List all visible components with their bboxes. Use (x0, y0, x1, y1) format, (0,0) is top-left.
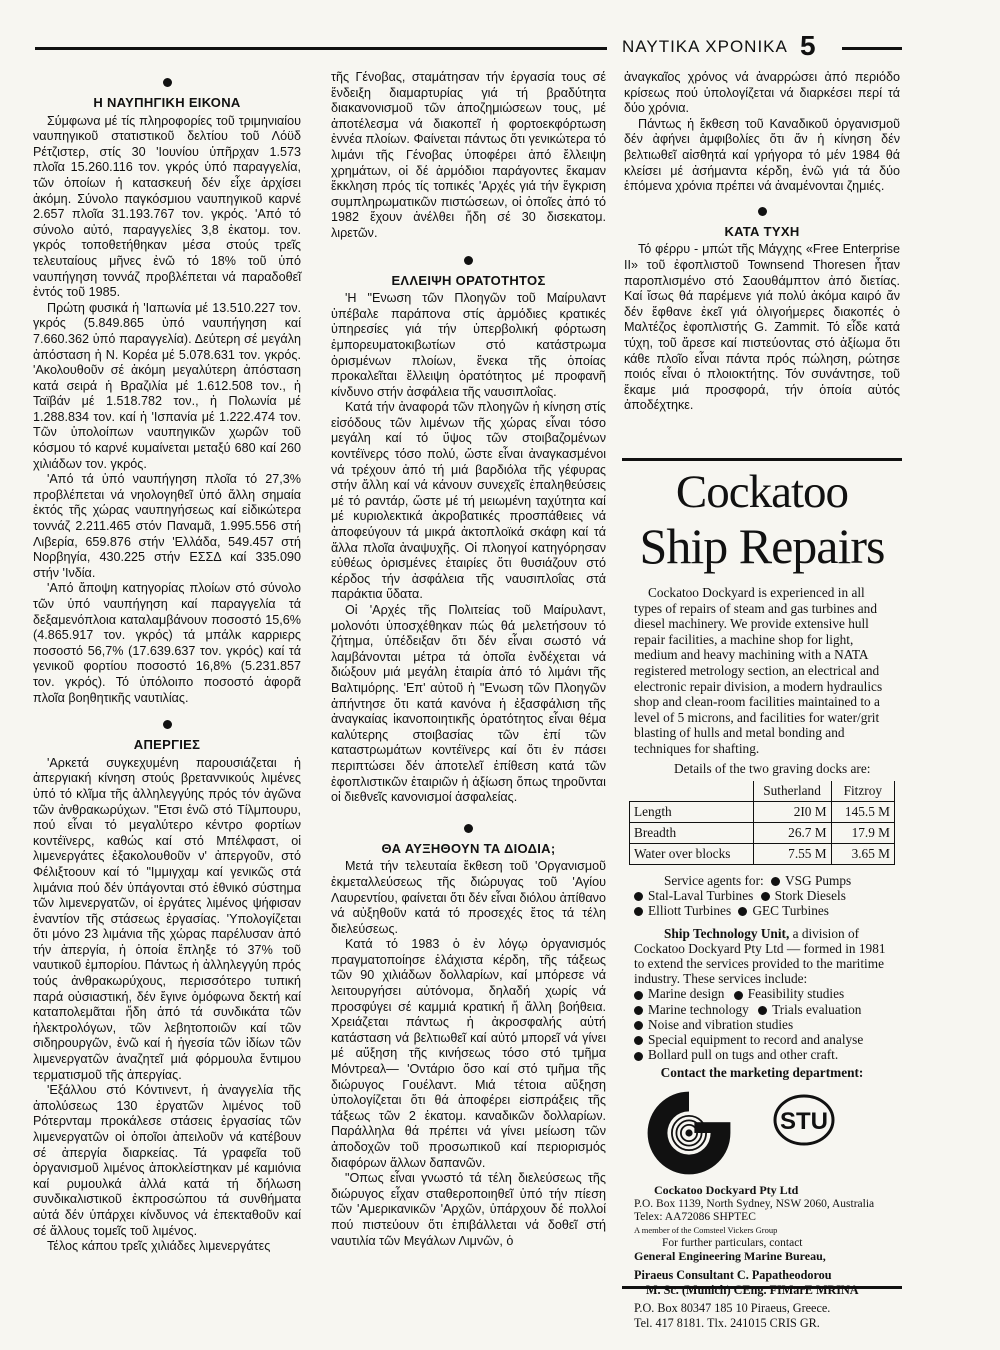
paragraph: 'Αρκετά συγκεχυμένη παρουσιάζεται ἡ ἀπεργιακή κίνηση στούς βρεταννικούς λιμένες ὑπό τό κλῖμα τῆς ἀλληλεγγύης πρός τόν ἀγῶνα τῶν ἀνθρακωρύχων. "Ετσι ἐνῶ στό Τίλμπουρυ, πού εἶναι τό μεγαλύτερο κέντρο φορτίων κοντέϊνερς, καθώς καί στό Μπέλφαστ, οἱ λιμενεργάτες ἐξακολουθοῦν ν' ἀπεργοῦν, στό Φέλιξτοουν καί τό "Ιμμιγχαμ καί γενικῶς στά λιμάνια πού δέν ὑπάγονται στό ἐθνικό σύστημα τῶν λιμενεργατῶν, οἱ ἐργάτες λιμένος ψήφισαν ἐναντίον τῆς στάσεως ἐργασίας. 'Υπολογίζεται ὅτι μόνο 23 λιμάνια τῆς χώρας παρέλυσαν ἀπό τήν ἀπεργία, ἡ ὁποία ἔπληξε τό 37% τοῦ ναυτικοῦ ἐμπορίου. Πάντως ἡ ἀλληλεγγύη πρός τούς ἀνθρακωρύχους, περισσότερο τυπική παρά οὐσιαστική, δέν ἔγινε ὁμόφωνα δεκτή καί καταπολεμᾶται ἤδη ἀπό τά συνδικάτα τῶν ἠλεκτρολόγων, τῶν λεβητοποιῶν καί τῶν σιδηρουργῶν, ἐνῶ καί ἡ ἡγεσία τῶν ἰδίων τῶν λιμενεργατῶν ἀναζητεῖ μιά φόρμουλα ἔντιμου τερματισμοῦ τῆς ἀπεργίας. (33, 755, 301, 1082)
header-rule-left (35, 47, 607, 50)
table-row (630, 801, 895, 822)
table-row (630, 822, 895, 843)
service-item: Elliott Turbines (648, 902, 732, 918)
bullet-dot-icon (758, 207, 767, 216)
docks-column-header: Sutherland (753, 781, 831, 802)
docks-label: Details of the two graving docks are: (674, 760, 871, 776)
docks-row-label: Breadth (630, 822, 754, 843)
column-3 (624, 70, 900, 414)
section-heading: ΑΠΕΡΓΙΕΣ (133, 737, 201, 753)
service-item: Stal-Laval Turbines (648, 887, 754, 903)
bullet-dot-icon (738, 907, 747, 916)
docks-cell: 2I0 M (753, 801, 831, 822)
ad-brand-line-1: Cockatoo (675, 466, 849, 518)
bullet-dot-icon (634, 991, 643, 1000)
contact-heading: Contact the marketing department: (660, 1065, 864, 1081)
tel-line: Tel. 417 8181. Tlx. 241015 CRIS GR. (634, 1315, 820, 1330)
section-heading: ΕΛΛΕΙΨΗ ΟΡΑΤΟΤΗΤΟΣ (391, 272, 546, 288)
paragraph: Μετά τήν τελευταία ἔκθεση τοῦ 'Οργανισμοῦ ἐκμεταλλεύσεως τῆς διώρυγας τοῦ 'Αγίου Λαυρεντίου, φαίνεται ὅτι δέν εἶναι διόλου ἀπίθανο νά αὐξηθοῦν κατά τό προσεχές ἔτος τά τέλη διελεύσεως. (331, 859, 606, 936)
list-item: Marine design (648, 986, 725, 1002)
bureau-line: General Engineering Marine Bureau, (634, 1249, 826, 1264)
paragraph: 'Από ἄποψη κατηγορίας πλοίων στό σύνολο τῶν ὑπό ναυπήγηση καί παραγγελία τά δεξαμενόπλοια καταλαμβάνουν ποσοστό 15,6% (4.865.917 τον. γκρός) τά μπάλκ καρριερς ποσοστό 56,7% (17.639.637 τον. γκρός) καί τά γενικοῦ φορτίου ποσοστό 16,8% (5.231.857 τον. γκρός). Τό ὑπόλοιπο ποσοστό ἀφορᾶ πλοῖα βοηθητικῆς ναυτιλίας. (33, 581, 301, 705)
list-item: Special equipment to record and analyse (648, 1031, 864, 1047)
service-agents (634, 873, 890, 918)
paragraph: 'Η "Ενωση τῶν Πλοηγῶν τοῦ Μαίρυλαντ ὑπέβαλε παράπονα στίς ἁρμόδιες κρατικές ὑπηρεσίες γιά τήν ὑπερβολική φόρτωση ἐμπορευματοκιβωτίων στό κατάστρωμα ὁρισμένων πλοίων, ἕνεκα τῆς ὁποίας προκαλεῖται ἔλλειψη ὁρατότητος μέ προφανῆ κίνδυνο στήν ἀσφάλεια τῆς ναυσιπλοΐας. (331, 291, 606, 399)
service-agents-label: Service agents for: (664, 872, 764, 888)
docks-cell: 7.55 M (753, 843, 831, 864)
page-number: 5 (800, 30, 816, 61)
bullet-dot-icon (634, 907, 643, 916)
section-heading: ΘΑ ΑΥΞΗΘΟΥΝ ΤΑ ΔΙΟΔΙΑ; (381, 840, 556, 856)
list-item: Trials evaluation (772, 1001, 862, 1017)
paragraph: Τό φέρρυ - μπώτ τῆς Μάγχης «Free Enterprise II» τοῦ ἐφοπλιστοῦ Townsend Thoresen ἦταν παροπλισμένο στό Σαουθάμπτον ἀπό διετίας. Καί ἴσως θά παρέμενε γιά πολύ ἀκόμα καιρό ἄν δέν ἔφθανε ἐκεῖ γιά ὀλιγοήμερες διακοπές ὁ Μαλτέζος ἐφοπλιστής G. Zammit. Τό εἶδε κατά τύχη, τοῦ ἄρεσε καί πιστεύοντας στό ἀξίωμα ὅτι κάθε πλοῖο εἶναι πάντα πρός πώληση, ρώτησε ποιός εἶναι ὁ πλοιοκτήτης. Τόν συνάντησε, τοῦ ἔκαμε μιά προσφορά, τήν ὁποία αὐτός ἀποδέχτηκε. (624, 242, 900, 413)
paragraph: ἀναγκαῖος χρόνος νά ἀναρρώσει ἀπό περιόδο κρίσεως πού ὑπολογίζεται νά διαρκέσει περί τά δύο χρόνια. (624, 70, 900, 116)
paragraph: Οἱ 'Αρχές τῆς Πολιτείας τοῦ Μαίρυλαντ, μολονότι ὑποσχέθηκαν πώς θά μελετήσουν τό ζήτημα, ὑπέδειξαν ὅτι δέν εἶναι σωστό νά λαμβάνονται μέτρα τά ὁποῖα ἐνδέχεται νά διώξουν μιά μεγάλη ἑταιρία ἀπό τό λιμάνι τῆς Βαλτιμόρης. 'Επ' αὐτοῦ ἡ "Ενωση τῶν Πλοηγῶν ἀπήντησε ὅτι κατά κανόνα ἡ ἐξασφάλιση τῆς ἀναγκαίας ἱκανοποιητικῆς ὁρατότητος εἶναι θέμα καλύτερης στοιβασίας τῶν ἐπί τῶν καταστρωμάτων κοντέϊνερς καί ὅτι ἐν πάσει περιπτώσει δέν ἀποτελεῖ ἐπίθεση κατά τῶν ἐφοπλιστικῶν ἑταιριῶν ἡ ἀξίωση ὅπως τηροῦνται οἱ διεθνεῖς κανονισμοί ἀσφαλείας. (331, 603, 606, 805)
stu-name: Ship Technology Unit, (664, 925, 790, 941)
paragraph: "Οπως εἶναι γνωστό τά τέλη διελεύσεως τῆς διώρυγος εἶχαν σταθεροποιηθεῖ ὑπό τήν πίεση τῶν 'Αμερικανικῶν 'Αρχῶν, ὑπάρχουν δέ πολλοί πού πιστεύουν ὅτι ἐπιβάλλεται νά δοθεῖ στή ναυτιλία τῶν Μεγάλων Λιμνῶν, ὁ (331, 1171, 606, 1248)
service-item: GEC Turbines (752, 902, 829, 918)
cockatoo-advertisement (622, 458, 902, 1330)
ad-intro-text: Cockatoo Dockyard is experienced in all types of repairs of steam and gas turbines and diesel machinery. We provide extensive hull repair facilities, a machine shop for light, medium and heavy machining with a NATA registered metrology section, an electrical and electronic repair division, a modern hydraulics shop and clean-room facilities maintained to a level of 5 microns, and facilities for water/grit blasting of hulls and metal bonding and techniques for shafting. (634, 585, 883, 756)
docks-cell: 145.5 M (831, 801, 894, 822)
column-1 (33, 70, 301, 1255)
logos (622, 1085, 902, 1180)
service-item: VSG Pumps (785, 872, 852, 888)
consultant-credentials: M. Sc. (Munich) CEng. FIMarE MRINA (646, 1282, 859, 1297)
running-title: ΝΑΥΤΙΚΑ ΧΡΟΝΙΚΑ (622, 37, 788, 56)
docks-column-header: Fitzroy (831, 781, 894, 802)
stu-services-list (634, 986, 890, 1062)
bullet-dot-icon (634, 1006, 643, 1015)
list-item: Feasibility studies (747, 986, 845, 1002)
docks-cell: 17.9 M (831, 822, 894, 843)
ad-brand-line-2: Ship Repairs (639, 518, 885, 574)
section-heading: Η ΝΑΥΠΗΓΙΚΗ ΕΙΚΟΝΑ (93, 95, 241, 110)
telex-line: Telex: AA72086 SHPTEC (634, 1211, 756, 1224)
bullet-dot-icon (771, 877, 780, 886)
stu-text: a division of Cockatoo Dockyard Pty Ltd — formed in 1981 to extend the services provided to the maritime industry. These services include: (634, 925, 886, 987)
stu-description (634, 926, 890, 987)
bullet-dot-icon (634, 1036, 643, 1045)
bullet-dot-icon (634, 1021, 643, 1030)
paragraph: Τέλος κάπου τρεῖς χιλιάδες λιμενεργάτες (47, 1239, 271, 1254)
bullet-dot-icon (734, 991, 743, 1000)
bullet-dot-icon (464, 256, 473, 265)
column-2 (331, 70, 606, 1249)
paragraph: 'Εξάλλου στό Κόντινεντ, ἡ ἀναγγελία τῆς ἀπολύσεως 130 ἐργατῶν λιμένος τοῦ Ρότερνταμ προκάλεσε στάσεις ἐργασίας τῶν λιμενεργατῶν οἱ ὁποῖοι ἀπειλοῦν νά κατέβουν σέ ἀπεργία διαρκείας. Τά γραφεῖα τοῦ ὀργανισμοῦ λιμένος ἀποκλείστηκαν μέ καμιόνια καί ρυμουλκά ἀλλά κατά τή δήλωση συνδικαλιστικοῦ ἐκπροσώπου τά συνθήματα αὐτά δέν ὑπάρχει κίνδυνος νά ἐπεκταθοῦν καί σέ ἄλλους τομεῖς τοῦ λιμένος. (33, 1083, 301, 1238)
paragraph: Σύμφωνα μέ τίς πληροφορίες τοῦ τριμηνιαίου ναυπηγικοῦ στατιστικοῦ δελτίου τοῦ Λόϋδ Ρέτζιστερ, στίς 30 'Ιουνίου ὑπῆρχαν 1.573 πλοῖα 15.260.116 τον. γκρός ὑπό παραγγελία, τῶν ὁποίων ἡ κατασκευή δέν εἶχε ἀρχίσει ἀκόμη. Σύνολο παγκόσμιου ναυπηγικοῦ καρνέ 2.657 πλοῖα 31.193.767 τον. γκρός. 'Από τό σύνολο αὐτό, παραγγελίες 3,8 ἑκατομ. τον. γκρός τοποθετήθηκαν μέσα στούς τρεῖς τελευταίους μῆνες ἐνῶ τό 18% τοῦ ὑπό ναυπήγηση τοννάζ προβλέπεται νά παραδοθεῖ ἐντός τοῦ 1985. (33, 113, 301, 300)
stu-logo-icon (772, 1093, 836, 1147)
list-item: Marine technology (648, 1001, 749, 1017)
list-item: Bollard pull on tugs and other craft. (648, 1047, 839, 1063)
section-heading: ΚΑΤΑ ΤΥΧΗ (724, 223, 800, 239)
paragraph: Πρώτη φυσικά ἡ 'Ιαπωνία μέ 13.510.227 τον. γκρός (5.849.865 ὑπό ναυπήγηση καί 7.660.362 ὑπό παραγγελία). Δεύτερη σέ μεγάλη ἀπόσταση ἡ Ν. Κορέα μέ 5.078.631 τον. γκρός. 'Ακολουθοῦν σέ ἀκόμη μεγαλύτερη ἀπόσταση κατά σειρά ἡ Βραζιλία μέ 1.612.508 τον., ἡ Ταϊβάν μέ 1.518.782 τον., ἡ Πολωνία μέ 1.288.834 τον. καί ἡ 'Ισπανία μέ 1.222.474 τον. Τῶν ὑπολοίπων ναυπηγικῶν χωρῶν τοῦ κόσμου τό καρνέ κυμαίνεται μεταξύ 680 καί 260 χιλιάδων τον. γκρός. (33, 300, 301, 471)
consultant-line: Piraeus Consultant C. Papatheodorou (634, 1268, 832, 1283)
member-line: A member of the Comsteel Vickers Group (634, 1225, 778, 1236)
paragraph: τῆς Γένοβας, σταμάτησαν τήν ἐργασία τους σέ ἔνδειξη διαμαρτυρίας γιά τή βραδύτητα διακανονισμοῦ τῶν ἀποζημιώσεων τους, μέ ἀποτέλεσμα νά διακοπεῖ ἡ φορτοεκφόρτωση ἐννέα πλοίων. Φαίνεται πάντως ὅτι γενικώτερα τό λιμάνι τῆς Γένοβας ὑποφέρει ἀπό ἔλλειψη χρημάτων, οἱ δέ ἁρμόδιοι παράγοντες ἔκαμαν ἔκκληση πρός τίς τοπικές 'Αρχές γιά τήν ἔγκριση συμπληρωματικῶν πιστώσεων, οἱ ὁποῖες ἀπό τό 1982 ἔχουν ἀνέλθει ἤδη σέ 30 δισεκατομ. λιρετῶν. (331, 70, 606, 240)
bullet-dot-icon (761, 892, 770, 901)
paragraph: Κατά τό 1983 ὁ ἐν λόγῳ ὀργανισμός πραγματοποίησε ἐλάχιστα κέρδη, τῆς τάξεως τῶν 90 χιλιάδων δολλαρίων, καί μπόρεσε νά λειτουργήσει αὐτόνομα, δηλαδή χωρίς νά προσφύγει σέ καμμιά κρατική ἤ ἄλλη βοήθεια. Χρειάζεται πάντως ἡ ἀκροσφαλής αὐτή κατάσταση νά βελτιωθεῖ καί αὐτό μπορεῖ νά γίνει μέ αὔξηση τῆς κινήσεως τόσο στό τμῆμα Μόντρεαλ— 'Οντάριο ὅσο καί στό τμῆμα τῆς διώρυγος Γουέλαντ. Μιά τέτοια αὔξηση ὑπολογίζεται ὅτι θά ἀποφέρει εἰσπράξεις τῆς τάξεως τῶν 2 ἑκατομ. καναδικῶν δολλαρίων. Παράλληλα θά πρέπει νά γίνει μείωση τῶν ἀποδοχῶν τοῦ προσωπικοῦ καί περιορισμός διαφόρων ἄλλων δαπανῶν. (331, 937, 606, 1170)
list-item: Noise and vibration studies (648, 1016, 794, 1032)
bullet-dot-icon (634, 892, 643, 901)
bullet-dot-icon (464, 824, 473, 833)
paragraph: 'Από τά ὑπό ναυπήγηση πλοῖα τό 27,3% προβλέπεται νά νηολογηθεῖ ὑπό ἄλλη σημαία ἐκτός τῆς χώρας ναυπηγήσεως καί εἰδικώτερα τοννάζ 2.211.465 στόν Παναμᾶ, 1.995.556 στή Λιβερία, 659.876 στήν 'Ελλάδα, 549.457 στή Νορβηγία, 430.225 στήν ΕΣΣΔ καί 335.090 στήν 'Ινδία. (33, 472, 301, 580)
piraeus-consultant (634, 1268, 890, 1330)
address-line: P.O. Box 1139, North Sydney, NSW 2060, Australia (634, 1198, 875, 1211)
further-line: For further particulars, contact (662, 1237, 803, 1250)
docks-cell: 3.65 M (831, 843, 894, 864)
service-item: Stork Diesels (774, 887, 846, 903)
docks-row-label: Length (630, 801, 754, 822)
bullet-dot-icon (634, 1052, 643, 1061)
docks-cell: 26.7 M (753, 822, 831, 843)
cockatoo-logo-icon (644, 1088, 734, 1178)
bullet-dot-icon (758, 1006, 767, 1015)
header-rule-right (842, 47, 902, 50)
paragraph: Πάντως ἡ ἔκθεση τοῦ Καναδικοῦ ὀργανισμοῦ δέν ἀφήνει ἀμφιβολίες ὅτι ἄν ἡ κίνηση δέν βελτιωθεῖ αἰσθητά καί γρήγορα τό μέν 1984 θά κλείσει μέ ἀσήμαντα κέρδη, ἐνῶ γιά τά δύο ἑπόμενα χρόνια πρέπει νά ἀναμένονται ζημιές. (624, 116, 900, 194)
company-name: Cockatoo Dockyard Pty Ltd (654, 1183, 799, 1198)
stu-logo-text: STU (780, 1108, 828, 1136)
bullet-dot-icon (163, 720, 172, 729)
paragraph: Κατά τήν ἀναφορά τῶν πλοηγῶν ἡ κίνηση στίς εἰσόδους τῶν λιμένων τῆς χώρας εἶναι τόσο μεγάλη καί τό ὕψος τῶν στοιβαζομένων κοντέϊνερς τόσο πολύ, ὥστε εἶναι ἀναγκασμένοι νά τρέχουν ἀπό τή μιά βαρδιόλα τῆς γέφυρας στήν ἄλλη καί νά κάνουν συνεχεῖς ἐπαληθεύσεις μέ τό ραντάρ, ὥστε μέ τή μειωμένη ταχύτητα καί μέ κυριολεκτικά ἀκροβατικές προσπάθειες νά ἀποφεύγουν τά μικρά ἀκτοπλοϊκά σκάφη καί τά ἄλλα πλοῖα ἀναψυχῆς. Οἱ πλοηγοί κατηγόρησαν εὐθέως ὁρισμένες ἑταιρίες ὅτι θυσιάζουν στό κέρδος τήν ἀσφάλεια τῆς ναυσιπλοΐας στά παράκτια ὕδατα. (331, 400, 606, 602)
pobox-line: P.O. Box 80347 185 10 Piraeus, Greece. (634, 1301, 831, 1316)
table-row (630, 843, 895, 864)
docks-row-label: Water over blocks (630, 843, 754, 864)
company-address (634, 1184, 890, 1264)
docks-table (629, 781, 895, 865)
bullet-dot-icon (163, 78, 172, 87)
